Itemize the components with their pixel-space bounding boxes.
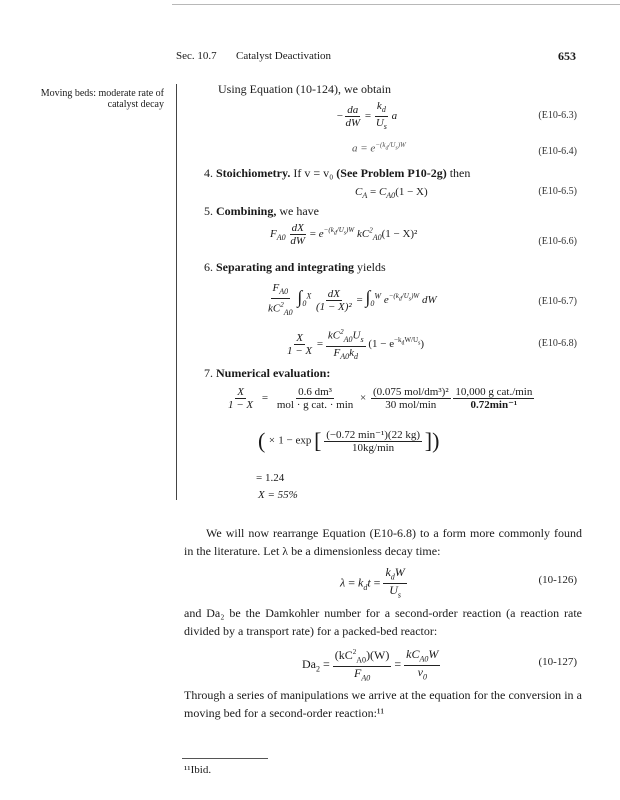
step-7-title: Numerical evaluation: xyxy=(216,366,331,380)
step-4-reference: (See Problem P10-2g) xyxy=(336,166,447,180)
step-4-title: Stoichiometry. xyxy=(216,166,291,180)
paragraph-1: We will now rearrange Equation (E10-6.8) to a form more commonly found in the literature. Let λ be a dimensionless decay time: xyxy=(184,526,582,558)
exp-denominator: 10kg/min xyxy=(352,441,395,454)
term3-numerator: 10,000 g cat./min xyxy=(455,386,533,398)
equation-label-e8: (E10-6.8) xyxy=(538,338,577,349)
step-4-then: then xyxy=(449,166,471,180)
result-value: = 1.24 xyxy=(256,472,285,484)
equation-e10-6-6: $F_{A0}$ $\frac{dX}{dW}$ = $e^{-(k_d/U_s)W}$ $kC^2_{A0}(1 - X)^2$ xyxy=(270,222,418,247)
paragraph-2: and Da₂ be the Damkohler number for a second-order reaction (a reaction rate divided by a transport rate) for a packed-bed reactor: xyxy=(184,606,582,638)
margin-note: Moving beds: moderate rate of catalyst decay xyxy=(40,88,164,110)
equation-e10-6-5: $C_A = C_{A0}(1 - X)$ xyxy=(355,186,428,201)
top-rule xyxy=(172,4,620,5)
step-5-text: we have xyxy=(279,204,320,218)
equation-e10-6-4: $a = e^{-(k_d/U_s)W}$ xyxy=(352,141,406,155)
equation-label-126: (10-126) xyxy=(538,574,577,586)
margin-rule xyxy=(176,84,177,500)
equation-label-127: (10-127) xyxy=(538,656,577,668)
equation-10-127: $Da_2$ = $\frac{(kC^2_{A0})(W)}{F_{A0}}$ = $\frac{kC_{A0}W}{v_0}$ xyxy=(302,646,439,683)
equation-label-e6: (E10-6.6) xyxy=(538,236,577,247)
exponential-term: ( × 1 − exp [ $\frac{\text{(−0.72 min⁻¹)(22 kg)}}{10kg/\min}$ ]) xyxy=(258,428,440,454)
chapter-title: Catalyst Deactivation xyxy=(236,50,331,62)
section-label: Sec. 10.7 xyxy=(176,50,217,62)
step-4-text: If v = v₀ xyxy=(293,166,334,180)
page-number: 653 xyxy=(558,49,576,63)
equation-label-e4: (E10-6.4) xyxy=(538,146,577,157)
intro-text: Using Equation (10-124), we obtain xyxy=(218,82,391,96)
term3-denominator: 0.72min⁻¹ xyxy=(470,399,518,411)
equation-label-e5: (E10-6.5) xyxy=(538,186,577,197)
equation-10-126: $\lambda = k_dt$ = $\frac{k_dW}{U_s}$ xyxy=(340,565,405,600)
equation-label-e3: (E10-6.3) xyxy=(538,110,577,121)
step-5-title: Combining, xyxy=(216,204,277,218)
equation-label-e7: (E10-6.7) xyxy=(538,296,577,307)
numerical-evaluation: $\frac{X}{1 - X}$ = $\frac{\text{0.6 dm³}}{\text{mol · g cat. · min}}$ × $\frac{\text{(0.075 mol/dm³)²}}{\text{30 mol/min}}$ $\frac{\text{10,000 g cat./min}}{\text{0.72min⁻¹}}$ xyxy=(228,386,533,411)
equation-e10-6-8: $\frac{X}{1 - X}$ = $\frac{kC^2_{A0}U_s}{F_{A0}k_d}$ $(1 - e^{-k_dW/U_s})$ xyxy=(287,328,425,362)
footnote-rule xyxy=(182,758,268,759)
step-6-title: Separating and integrating xyxy=(216,260,355,274)
term1-denominator: mol · g cat. · min xyxy=(276,399,354,411)
step-5-number: 5. xyxy=(204,204,213,218)
step-5 xyxy=(204,204,319,219)
paragraph-3: Through a series of manipulations we arrive at the equation for the conversion in a moving bed for a second-order reaction:¹¹ xyxy=(184,688,582,720)
conversion-result: X = 55% xyxy=(258,489,298,501)
term1-numerator: 0.6 dm³ xyxy=(298,386,332,398)
step-6-number: 6. xyxy=(204,260,213,274)
step-6-text: yields xyxy=(357,260,386,274)
footnote: ¹¹Ibid. xyxy=(184,764,212,776)
exp-numerator: (−0.72 min⁻¹)(22 kg) xyxy=(326,428,421,441)
equation-e10-6-3: − $\frac{da}{dW}$ = $\frac{k_d}{U_s}$ a xyxy=(336,100,398,132)
equation-e10-6-7: $\frac{F_{A0}}{kC^2_{A0}}$ $\int_0^X$ $\frac{dX}{\text{(1 − X)²}}$ = $\int_0^W$ $e^{-(k_d/U_s)W}$ dW xyxy=(268,282,437,318)
step-7-number: 7. xyxy=(204,366,213,380)
step-4 xyxy=(204,166,470,181)
term2-numerator: (0.075 mol/dm³)² xyxy=(372,386,449,398)
step-4-number: 4. xyxy=(204,166,213,180)
step-7 xyxy=(204,366,330,381)
term2-denominator: 30 mol/min xyxy=(385,399,437,411)
step-6 xyxy=(204,260,386,275)
